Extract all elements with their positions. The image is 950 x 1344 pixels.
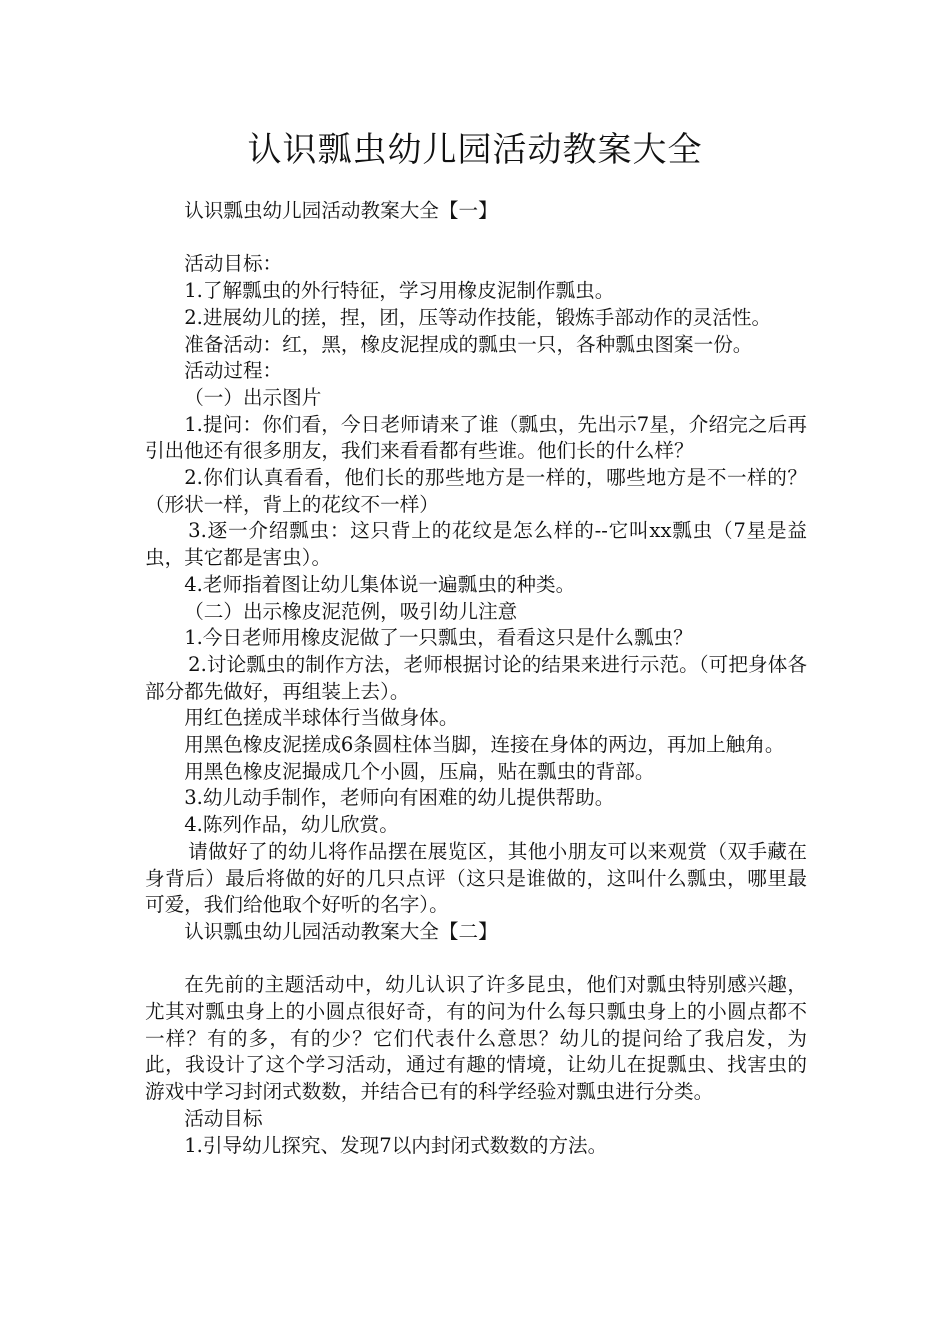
- section-heading-2: 认识瓢虫幼儿园活动教案大全【二】: [184, 919, 498, 943]
- paragraph: （一）出示图片: [184, 385, 322, 409]
- paragraph: 2.进展幼儿的搓，捏，团，压等动作技能，锻炼手部动作的灵活性。: [184, 305, 772, 329]
- paragraph: （二）出示橡皮泥范例，吸引幼儿注意: [184, 599, 518, 623]
- paragraph: 用红色搓成半球体行当做身体。: [184, 706, 459, 730]
- paragraph: 活动目标: [184, 1106, 263, 1130]
- paragraph: 4.陈列作品，幼儿欣赏。: [184, 813, 399, 837]
- paragraph: 活动过程：: [184, 359, 283, 383]
- paragraph: 3.幼儿动手制作，老师向有困难的幼儿提供帮助。: [184, 786, 615, 810]
- paragraph: 1.提问：你们看，今日老师请来了谁（瓢虫，先出示7星，介绍完之后再引出他还有很多朋友，我们来看看都有些谁。他们长的什么样？: [145, 412, 807, 463]
- paragraph: 请做好了的幼儿将作品摆在展览区，其他小朋友可以来观赏（双手藏在身背后）最后将做的好的几只点评（这只是谁做的，这叫什么瓢虫，哪里最可爱，我们给他取个好听的名字）。: [145, 839, 807, 917]
- paragraph: 用黑色橡皮泥搓成6条圆柱体当脚，连接在身体的两边，再加上触角。: [184, 733, 785, 757]
- paragraph: 活动目标：: [184, 252, 283, 276]
- blank-line: [145, 225, 807, 252]
- paragraph: 4.老师指着图让幼儿集体说一遍瓢虫的种类。: [184, 572, 576, 596]
- paragraph: 用黑色橡皮泥撮成几个小圆，压扁，贴在瓢虫的背部。: [184, 759, 655, 783]
- document-body: [145, 198, 807, 1159]
- document-title: 认识瓢虫幼儿园活动教案大全: [247, 130, 703, 170]
- section-heading-1: 认识瓢虫幼儿园活动教案大全【一】: [184, 199, 498, 222]
- paragraph: 2.你们认真看看，他们长的那些地方是一样的，哪些地方是不一样的？（形状一样，背上的花纹不一样）: [145, 466, 807, 516]
- paragraph: 1.引导幼儿探究、发现7以内封闭式数数的方法。: [184, 1133, 608, 1157]
- paragraph: 在先前的主题活动中，幼儿认识了许多昆虫，他们对瓢虫特别感兴趣，尤其对瓢虫身上的小圆点很好奇，有的问为什么每只瓢虫身上的小圆点都不一样？有的多，有的少？它们代表什么意思？幼儿的提问给了我启发，为此，我设计了这个学习活动，通过有趣的情境，让幼儿在捉瓢虫、找害虫的游戏中学习封闭式数数，并结合已有的科学经验对瓢虫进行分类。: [145, 973, 807, 1104]
- paragraph: 2.讨论瓢虫的制作方法，老师根据讨论的结果来进行示范。（可把身体各部分都先做好，再组装上去）。: [145, 652, 807, 703]
- blank-line: [145, 946, 807, 973]
- paragraph: 3.逐一介绍瓢虫：这只背上的花纹是怎么样的--它叫xx瓢虫（7星是益虫，其它都是害虫）。: [145, 519, 807, 570]
- paragraph: 1.了解瓢虫的外行特征，学习用橡皮泥制作瓢虫。: [184, 279, 615, 303]
- paragraph: 1.今日老师用橡皮泥做了一只瓢虫，看看这只是什么瓢虫？: [184, 626, 693, 650]
- paragraph: 准备活动：红，黑，橡皮泥捏成的瓢虫一只，各种瓢虫图案一份。: [184, 332, 753, 356]
